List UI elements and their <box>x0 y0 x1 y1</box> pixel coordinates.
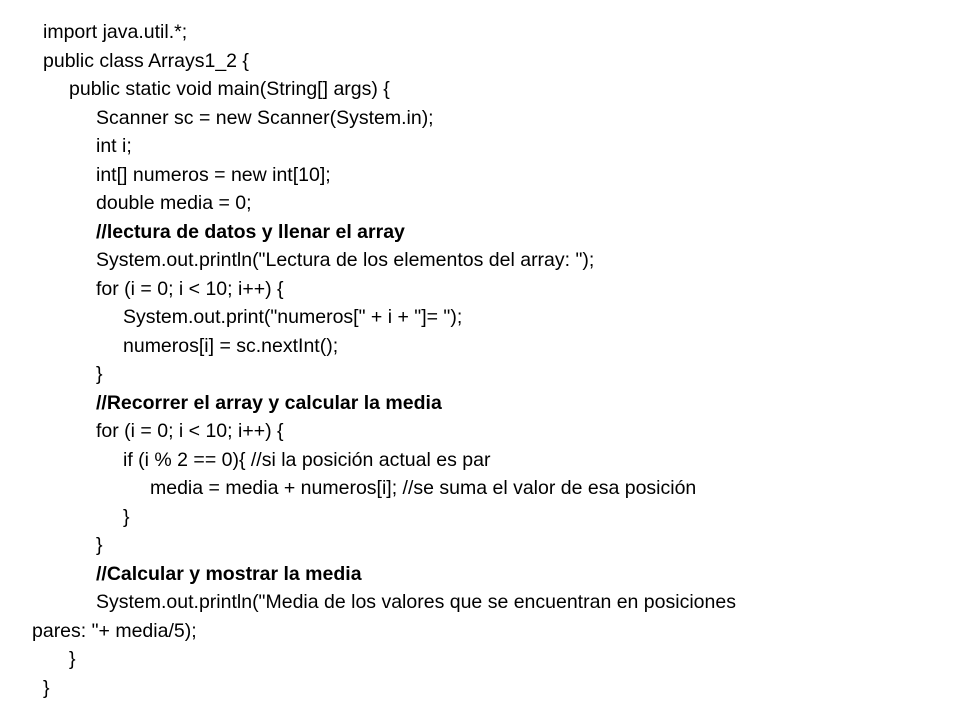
code-comment-calculate: //Calcular y mostrar la media <box>96 562 362 585</box>
code-line-scanner: Scanner sc = new Scanner(System.in); <box>96 106 434 129</box>
code-line-println-media: System.out.println("Media de los valores que se encuentran en posiciones <box>96 591 736 613</box>
code-line-close-brace: } <box>123 505 130 528</box>
code-line-close-brace: } <box>69 648 76 670</box>
code-line-for-loop-read: for (i = 0; i < 10; i++) { <box>96 277 284 300</box>
code-line-media-sum: media = media + numeros[i]; //se suma el valor de esa posición <box>150 477 697 499</box>
code-comment-read-data: //lectura de datos y llenar el array <box>96 220 405 243</box>
code-line-next-int: numeros[i] = sc.nextInt(); <box>123 334 339 357</box>
code-line-import: import java.util.*; <box>43 21 188 43</box>
code-line-close-brace: } <box>96 534 103 556</box>
code-line-class-declaration: public class Arrays1_2 { <box>43 49 249 72</box>
code-listing <box>0 18 960 702</box>
code-line-print-prompt: System.out.print("numeros[" + i + "]= "); <box>123 306 463 328</box>
code-line-int-i: int i; <box>96 135 132 157</box>
code-line-media-declaration: double media = 0; <box>96 192 252 214</box>
code-line-close-brace: } <box>96 363 103 385</box>
code-comment-traverse: //Recorrer el array y calcular la media <box>96 391 442 414</box>
code-line-close-brace: } <box>43 676 50 699</box>
code-line-for-loop-sum: for (i = 0; i < 10; i++) { <box>96 420 284 442</box>
code-line-if-even: if (i % 2 == 0){ //si la posición actual es par <box>123 448 491 471</box>
code-line-println-media-continued: pares: "+ media/5); <box>32 619 197 642</box>
code-line-main-method: public static void main(String[] args) { <box>69 78 390 100</box>
code-line-array-declaration: int[] numeros = new int[10]; <box>96 163 331 186</box>
code-line-println-read: System.out.println("Lectura de los elementos del array: "); <box>96 249 595 271</box>
